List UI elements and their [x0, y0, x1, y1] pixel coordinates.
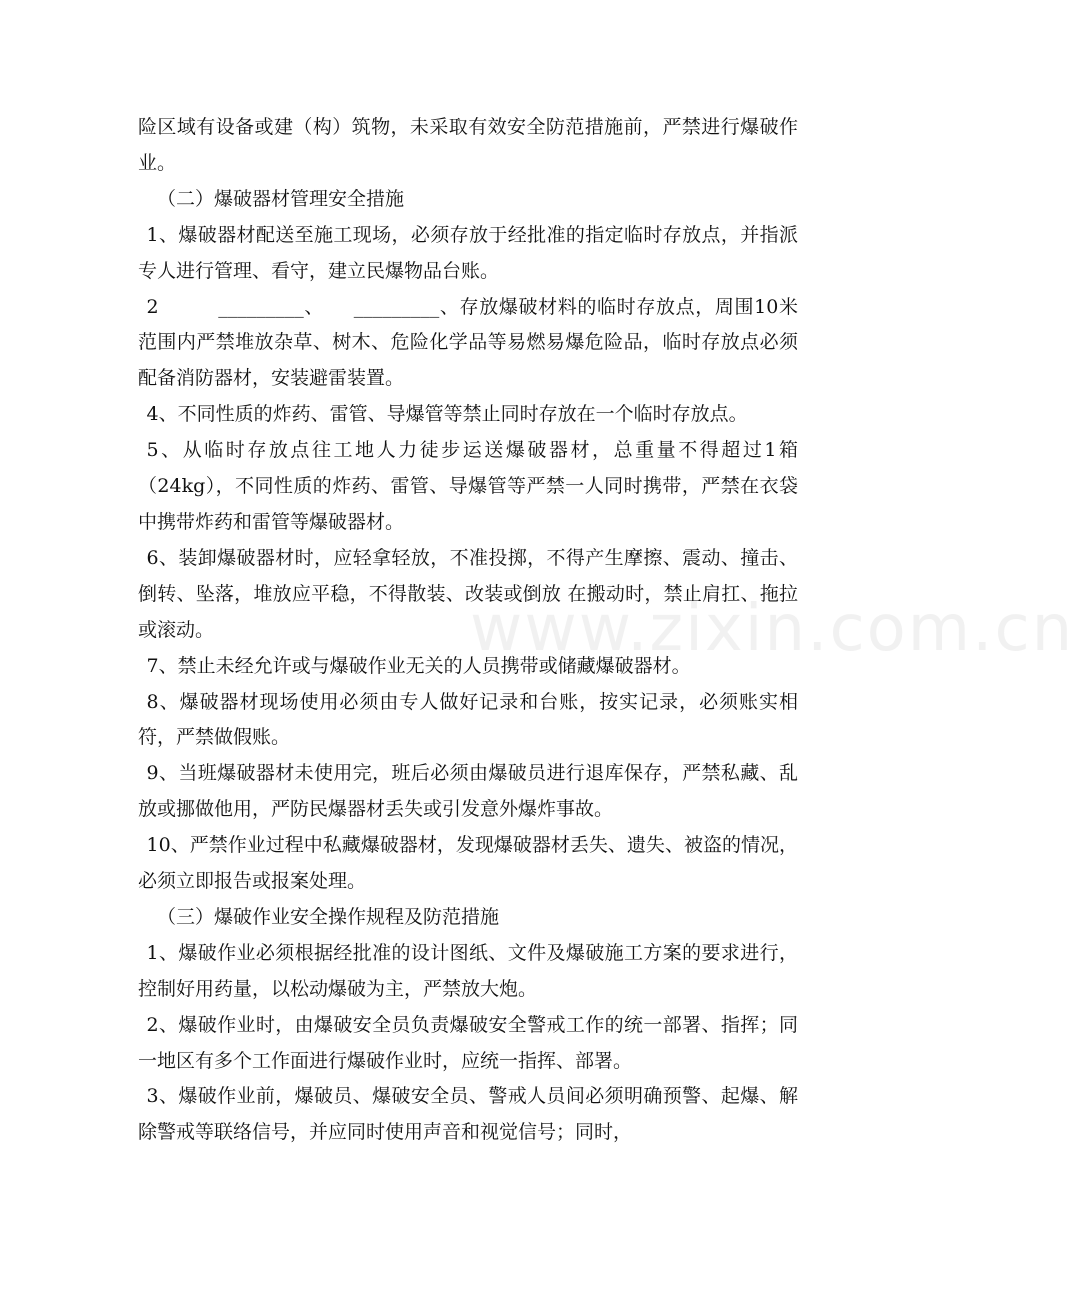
- paragraph-op-3: 3、爆破作业前，爆破员、爆破安全员、警戒人员间必须明确预警、起爆、解除警戒等联络信号，并应同时使用声音和视觉信号；同时，: [138, 1085, 798, 1144]
- paragraph-item-10: 10、严禁作业过程中私藏爆破器材，发现爆破器材丢失、遗失、被盗的情况，必须立即报告或报案处理。: [138, 834, 798, 893]
- section-heading-3: （三）爆破作业安全操作规程及防范措施: [157, 905, 500, 928]
- paragraph-item-6: 6、装卸爆破器材时，应轻拿轻放，不准投掷，不得产生摩擦、震动、撞击、倒转、坠落，堆放应平稳，不得散装、改装或倒放 在搬动时，禁止肩扛、拖拉或滚动。: [138, 546, 798, 641]
- paragraph-item-2: 2 _________、 _________、存放爆破材料的临时存放点，周围10米范围内严禁堆放杂草、树木、危险化学品等易燃易爆危险品，临时存放点必须配备消防器材，安装避雷装置。: [138, 295, 798, 390]
- document-body: [138, 110, 798, 1151]
- paragraph-item-4: 4、不同性质的炸药、雷管、导爆管等禁止同时存放在一个临时存放点。: [146, 403, 748, 426]
- section-heading-2: （二）爆破器材管理安全措施: [157, 187, 405, 210]
- paragraph-op-1: 1、爆破作业必须根据经批准的设计图纸、文件及爆破施工方案的要求进行，控制好用药量，以松动爆破为主，严禁放大炮。: [138, 941, 798, 1000]
- paragraph-item-7: 7、禁止未经允许或与爆破作业无关的人员携带或储藏爆破器材。: [146, 654, 691, 677]
- paragraph-op-2: 2、爆破作业时，由爆破安全员负责爆破安全警戒工作的统一部署、指挥；同一地区有多个工作面进行爆破作业时，应统一指挥、部署。: [138, 1013, 798, 1072]
- paragraph-item-8: 8、爆破器材现场使用必须由专人做好记录和台账，按实记录，必须账实相符，严禁做假账。: [138, 690, 798, 749]
- paragraph-item-9: 9、当班爆破器材未使用完，班后必须由爆破员进行退库保存，严禁私藏、乱放或挪做他用，严防民爆器材丢失或引发意外爆炸事故。: [138, 762, 798, 821]
- paragraph-continuation: 险区域有设备或建（构）筑物，未采取有效安全防范措施前，严禁进行爆破作业。: [138, 116, 798, 174]
- paragraph-item-5: 5、从临时存放点往工地人力徒步运送爆破器材，总重量不得超过1箱（24kg），不同性质的炸药、雷管、导爆管等严禁一人同时携带，严禁在衣袋中携带炸药和雷管等爆破器材。: [138, 439, 798, 533]
- paragraph-item-1: 1、爆破器材配送至施工现场，必须存放于经批准的指定临时存放点，并指派专人进行管理、看守，建立民爆物品台账。: [138, 223, 798, 282]
- watermark: www.zixin.com.cn: [470, 592, 1074, 666]
